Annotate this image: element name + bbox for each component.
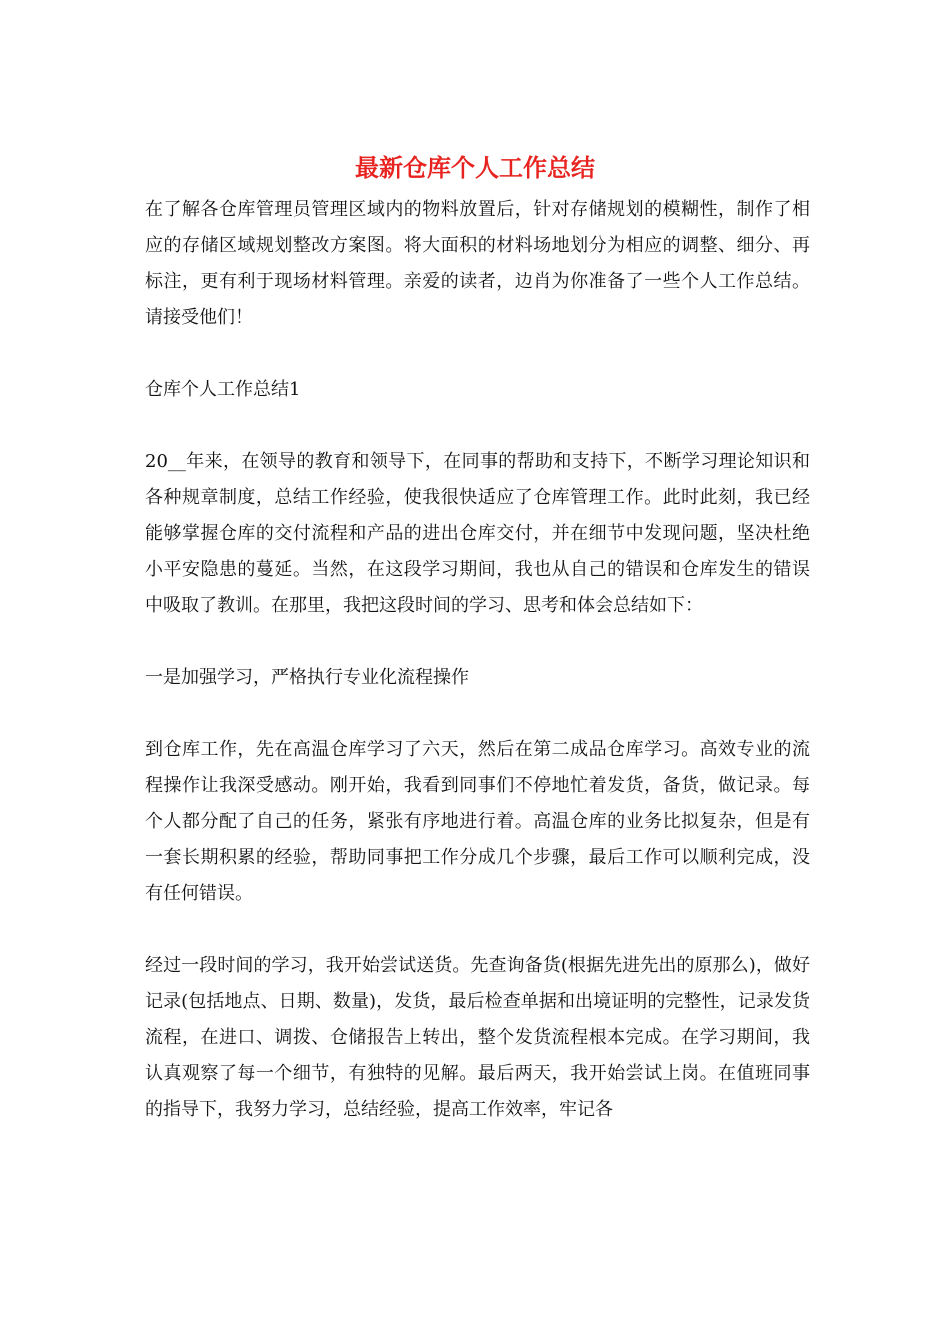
paragraph-spacer bbox=[145, 336, 810, 372]
body-paragraph: 20__年来，在领导的教育和领导下，在同事的帮助和支持下，不断学习理论知识和各种规章制度，总结工作经验，使我很快适应了仓库管理工作。此时此刻，我已经能够掌握仓库的交付流程和产品的进出仓库交付，并在细节中发现问题，坚决杜绝小平安隐患的蔓延。当然，在这段学习期间，我也从自己的错误和仓库发生的错误中吸取了教训。在那里，我把这段时间的学习、思考和体会总结如下： bbox=[145, 451, 810, 616]
body-paragraph: 经过一段时间的学习，我开始尝试送货。先查询备货(根据先进先出的原那么)，做好记录(包括地点、日期、数量)，发货，最后检查单据和出境证明的完整性，记录发货流程，在进口、调拨、仓储报告上转出，整个发货流程根本完成。在学习期间，我认真观察了每一个细节，有独特的见解。最后两天，我开始尝试上岗。在值班同事的指导下，我努力学习，总结经验，提高工作效率，牢记各 bbox=[145, 955, 810, 1120]
body-paragraph: 到仓库工作，先在高温仓库学习了六天，然后在第二成品仓库学习。高效专业的流程操作让我深受感动。刚开始，我看到同事们不停地忙着发货，备货，做记录。每个人都分配了自己的任务，紧张有序地进行着。高温仓库的业务比拟复杂，但是有一套长期积累的经验，帮助同事把工作分成几个步骤，最后工作可以顺利完成，没有任何错误。 bbox=[145, 739, 810, 904]
document-title: 最新仓库个人工作总结 bbox=[355, 153, 595, 182]
paragraph-spacer bbox=[145, 696, 810, 732]
section-heading: 仓库个人工作总结1 bbox=[145, 379, 301, 400]
paragraph-spacer bbox=[145, 624, 810, 660]
paragraph-spacer bbox=[145, 912, 810, 948]
subsection-heading: 一是加强学习，严格执行专业化流程操作 bbox=[145, 667, 469, 688]
paragraph-spacer bbox=[145, 408, 810, 444]
intro-paragraph: 在了解各仓库管理员管理区域内的物料放置后，针对存储规划的模糊性，制作了相应的存储区域规划整改方案图。将大面积的材料场地划分为相应的调整、细分、再标注，更有利于现场材料管理。亲爱的读者，边肖为你准备了一些个人工作总结。请接受他们！ bbox=[145, 199, 810, 328]
document-body bbox=[145, 192, 810, 1128]
